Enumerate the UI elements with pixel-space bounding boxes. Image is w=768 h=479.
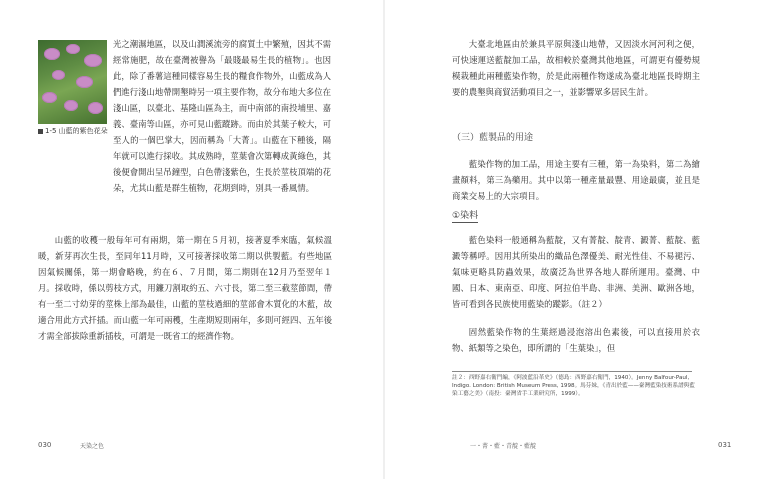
running-title-left: 天染之色	[80, 443, 105, 450]
figure-caption: 1-5 山藍的紫色花朵	[38, 127, 118, 136]
footnote-divider	[452, 371, 692, 372]
left-paragraph-1: 光之潮濕地區，以及山澗溪流旁的腐質土中繁殖，因其不需經常施肥，故在臺灣被譽為「最賤最易生長的植物」。也因此，除了番薯這種同樣容易生長的糧食作物外，山藍成為人們進行淺山地帶開墾時另一項主要作物，故分布地大多位在淺山區，以臺北、基隆山區為主，而中南部的南投埔里、嘉義、臺南等山區，亦可見山藍蹤跡。而由於其葉子較大，可至人的一個巴掌大，因而稱為「大菁」。山藍在下種後，隔年就可以進行採收。其成熟時，莖葉會次第轉成黃綠色，其後便會開出呈吊鐘型，白色帶淺紫色，生長於莖枝頂端的花朵，尤其山藍是群生植物，花期到時，別具一番風情。	[113, 39, 331, 193]
plant-photo-figure	[38, 40, 107, 124]
right-paragraph-top: 大臺北地區由於兼具平原與淺山地帶，又因淡水河河利之便，可快速運送藍靛加工品，故相較於臺灣其他地區，可謂更有優勢規模栽種此兩種藍染作物，於是此兩種作物遂成為臺北地區長時期主要的農墾與商貿活動項目之一，並影響眾多居民生計。	[452, 39, 700, 97]
caption-square-icon	[38, 129, 43, 134]
page-gutter	[383, 0, 385, 479]
running-title-right: 一・菁・藍・青靛・藍靛	[470, 443, 537, 450]
right-paragraph-dye-2: 固然藍染作物的生葉經過浸泡溶出色素後，可以直接用於衣物、紙類等之染色，即所謂的「生葉染」，但	[452, 327, 700, 353]
sub-heading-text: 染料	[460, 211, 479, 221]
sub-heading-dye	[452, 208, 700, 224]
right-paragraph-uses: 藍染作物的加工品，用途主要有三種，第一為染料，第二為繪畫顏料，第三為藥用。其中以第一種產量最豐、用途最廣，並且是商業交易上的大宗項目。	[452, 159, 700, 201]
sub-heading-number: ①	[452, 211, 461, 221]
page-number-left: 030	[38, 441, 52, 449]
page-number-right: 031	[718, 441, 732, 449]
right-paragraph-dye: 藍色染料一般通稱為藍靛，又有菁靛、靛青、澱菁、藍靛、藍澱等稱呼。因用其所染出的織品色澤優美、耐光性佳、不易褪污、氣味更略具防蟲效果，故廣泛為世界各地人群所運用。臺灣、中國、日本、東南亞、印度、阿拉伯半島、非洲、美洲、歐洲各地，皆可看到各民族使用藍染的蹤影。（註２）	[452, 235, 700, 309]
section-heading: （三）藍製品的用途	[452, 133, 534, 143]
footnote-text: 註２：西野嘉右衛門編，《阿波藍沿革史》（德島：西野嘉右衛門，1940）。Jenny Balfour-Paul, Indigo. London: British Museum Press, 1998。馬芬妹，《青出於藍——臺灣藍染技術系譜與藍染工藝之美》（南投：臺灣省手工業研究所，1999）。	[452, 375, 695, 397]
left-paragraph-2: 山藍的收穫一般每年可有兩期，第一期在５月初，接著夏季來臨，氣候溫暖，新芽再次生長，至同年11月時，又可接著採收第二期以供製藍。有些地區因氣候關係，第一期會略晚，約在６、７月間，第二期則在12月乃至翌年１月。採收時，係以剪枝方式，用鐮刀割取約五、六寸長，第二至三截莖節間，帶有一至二寸幼芽的莖株上部為最佳，山藍的莖枝過細的莖部會木質化的木藍，故適合用此方式扦插。而山藍一年可兩穫，生產期短則兩年，多則可經四、五年後才需全部拔除重新插枝，可謂是一既省工的經濟作物。	[38, 235, 332, 341]
